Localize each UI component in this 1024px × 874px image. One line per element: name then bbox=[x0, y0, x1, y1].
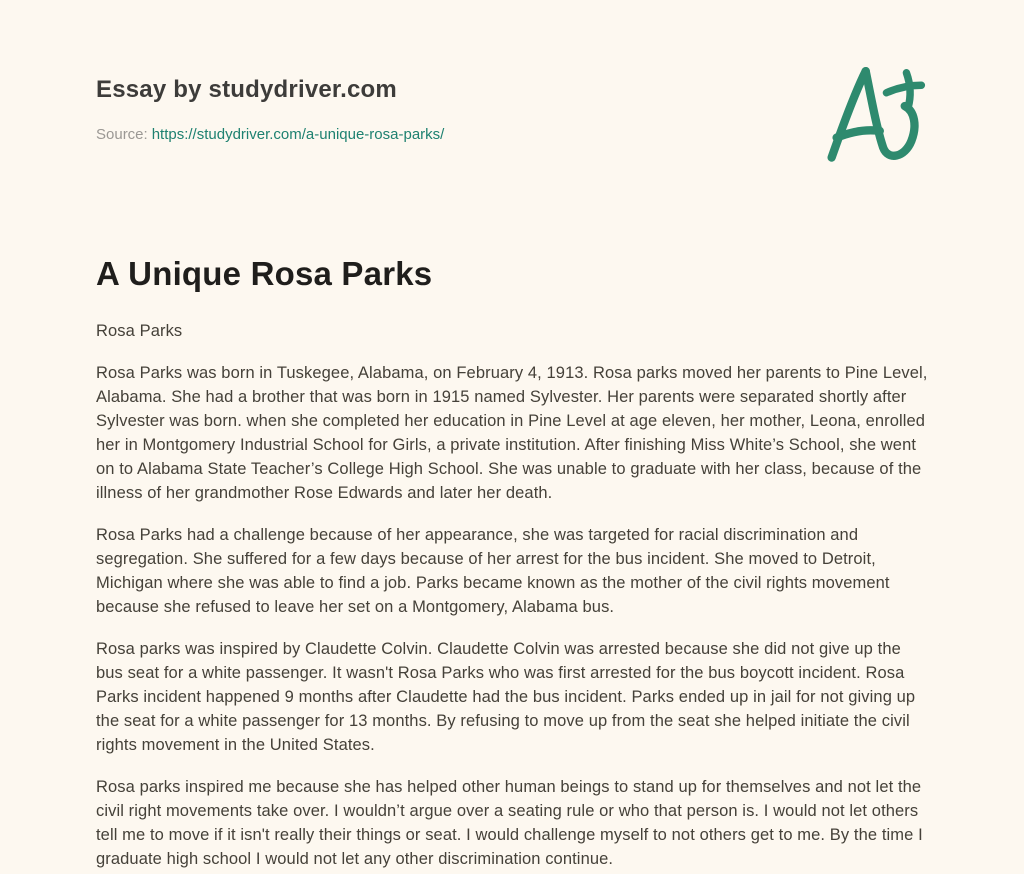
source-url-link[interactable]: https://studydriver.com/a-unique-rosa-parks/ bbox=[151, 126, 445, 143]
essay-title: A Unique Rosa Parks bbox=[96, 255, 433, 292]
page-title: Essay by studydriver.com bbox=[96, 76, 397, 103]
source-label: Source: bbox=[96, 126, 148, 143]
essay-body bbox=[96, 319, 928, 871]
studydriver-a-plus-logo-icon bbox=[820, 64, 928, 168]
essay-paragraph: Rosa Parks had a challenge because of her appearance, she was targeted for racial discrimination and segregation. She suffered for a few days because of her arrest for the bus incident. She moved to Detroit, Michigan where she was able to find a job. Parks became known as the mother of the civil rights movement because she refused to leave her set on a Montgomery, Alabama bus. bbox=[96, 526, 890, 616]
source-line bbox=[96, 126, 928, 143]
document-header bbox=[96, 76, 928, 143]
essay-byline-paragraph: Rosa Parks bbox=[96, 322, 183, 340]
essay-paragraph: Rosa parks was inspired by Claudette Colvin. Claudette Colvin was arrested because she did not give up the bus seat for a white passenger. It wasn't Rosa Parks who was first arrested for the bus boycott incident. Rosa Parks incident happened 9 months after Claudette had the bus incident. Parks ended up in jail for not giving up the seat for a white passenger for 13 months. By refusing to move up from the seat she helped initiate the civil rights movement in the United States. bbox=[96, 640, 916, 754]
essay-paragraph: Rosa parks inspired me because she has helped other human beings to stand up for themselves and not let the civil right movements take over. I wouldn’t argue over a seating rule or who that person is. I would not let others tell me to move if it isn't really their things or seat. I would challenge myself to not others get to me. By the time I graduate high school I would not let any other discrimination continue. bbox=[96, 778, 923, 868]
essay-paragraph: Rosa Parks was born in Tuskegee, Alabama, on February 4, 1913. Rosa parks moved her parents to Pine Level, Alabama. She had a brother that was born in 1915 named Sylvester. Her parents were separated shortly after Sylvester was born. when she completed her education in Pine Level at age eleven, her mother, Leona, enrolled her in Montgomery Industrial School for Girls, a private institution. After finishing Miss White’s School, she went on to Alabama State Teacher’s College High School. She was unable to graduate with her class, because of the illness of her grandmother Rose Edwards and later her death. bbox=[96, 364, 928, 502]
